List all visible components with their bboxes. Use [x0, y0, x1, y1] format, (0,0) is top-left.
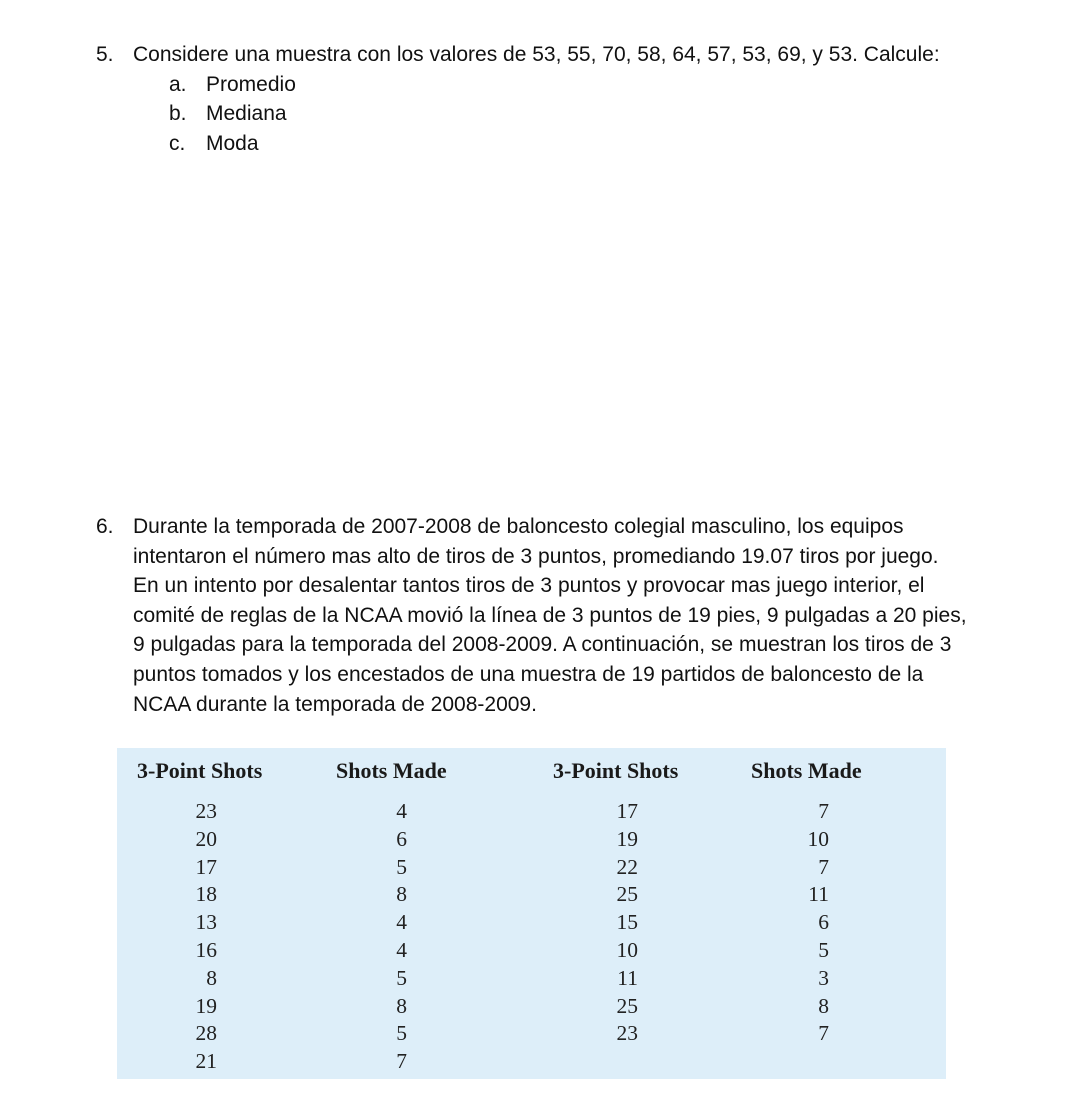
question-5-number: 5.: [96, 43, 114, 66]
table-cell: 23: [616, 1021, 638, 1046]
table-cell: 11: [808, 882, 829, 907]
table-cell: 23: [195, 799, 217, 823]
paragraph-line: En un intento por desalentar tantos tiros de 3 puntos y provocar mas juego interior, el: [133, 574, 925, 598]
question-6-number: 6.: [96, 515, 114, 538]
table-cell: 8: [206, 965, 217, 990]
table-cell: 6: [818, 910, 829, 935]
item-text: Promedio: [206, 72, 296, 96]
table-cell: 5: [818, 937, 829, 962]
table-cell: 25: [616, 882, 638, 907]
table-cell: 17: [616, 799, 638, 823]
paragraph-line: Durante la temporada de 2007-2008 de baloncesto colegial masculino, los equipos: [133, 515, 904, 538]
question-5-item-b: [169, 99, 287, 129]
table-cell: 6: [396, 826, 407, 851]
table-cell: 7: [818, 1021, 829, 1046]
item-letter: b.: [169, 102, 187, 126]
table-cell: 17: [195, 854, 217, 879]
table-cell: 7: [396, 1049, 407, 1074]
table-cell: 4: [396, 910, 407, 935]
table-cell: 5: [396, 965, 407, 990]
question-6-paragraph: [133, 512, 967, 719]
table-cell: 22: [616, 854, 638, 879]
table-cell: 15: [616, 910, 638, 935]
paragraph-line: comité de reglas de la NCAA movió la línea de 3 puntos de 19 pies, 9 pulgadas a 20 pies,: [133, 603, 967, 627]
table-cell: 10: [616, 937, 638, 962]
table-column-3-point-shots-1: [177, 798, 217, 1076]
table-cell: 21: [195, 1049, 217, 1074]
shots-data-table: [117, 748, 946, 1079]
item-letter: a.: [169, 72, 187, 96]
table-cell: 10: [807, 826, 829, 851]
item-text: Mediana: [206, 102, 287, 126]
paragraph-line: intentaron el número mas alto de tiros de 3 puntos, promediando 19.07 tiros por juego.: [133, 544, 939, 568]
paragraph-line: 9 pulgadas para la temporada del 2008-2009. A continuación, se muestran los tiros de 3: [133, 633, 952, 657]
table-cell: 5: [396, 854, 407, 879]
table-cell: 3: [818, 965, 829, 990]
table-column-shots-made-2: [789, 798, 829, 1048]
table-cell: 5: [396, 1021, 407, 1046]
table-header-shots-made-2: Shots Made: [751, 758, 862, 783]
table-cell: 8: [818, 993, 829, 1018]
question-6: [96, 512, 1056, 722]
table-header-3-point-shots-1: 3-Point Shots: [137, 758, 263, 783]
table-column-shots-made-1: [367, 798, 407, 1076]
table-cell: 4: [396, 799, 407, 823]
table-header-3-point-shots-2: 3-Point Shots: [553, 758, 679, 783]
table-cell: 16: [195, 937, 217, 962]
table-cell: 20: [195, 826, 217, 851]
table-cell: 8: [396, 882, 407, 907]
table-cell: 13: [195, 910, 217, 935]
table-cell: 28: [195, 1021, 217, 1046]
table-header-shots-made-1: Shots Made: [336, 758, 447, 783]
table-cell: 7: [818, 799, 829, 823]
question-5-item-c: [169, 129, 259, 159]
paragraph-line: NCAA durante la temporada de 2008-2009.: [133, 692, 537, 716]
question-5-prompt: Considere una muestra con los valores de 53, 55, 70, 58, 64, 57, 53, 69, y 53. Calcule:: [133, 43, 940, 66]
paragraph-line: puntos tomados y los encestados de una muestra de 19 partidos de baloncesto de la: [133, 662, 924, 686]
table-column-3-point-shots-2: [598, 798, 638, 1048]
table-cell: 19: [616, 826, 638, 851]
item-letter: c.: [169, 131, 186, 155]
question-5-item-a: [169, 70, 296, 100]
table-cell: 25: [616, 993, 638, 1018]
table-cell: 18: [195, 882, 217, 907]
table-cell: 4: [396, 937, 407, 962]
question-5: [96, 40, 1056, 160]
table-cell: 19: [195, 993, 217, 1018]
table-cell: 8: [396, 993, 407, 1018]
table-cell: 11: [617, 965, 638, 990]
table-cell: 7: [818, 854, 829, 879]
item-text: Moda: [206, 131, 259, 155]
